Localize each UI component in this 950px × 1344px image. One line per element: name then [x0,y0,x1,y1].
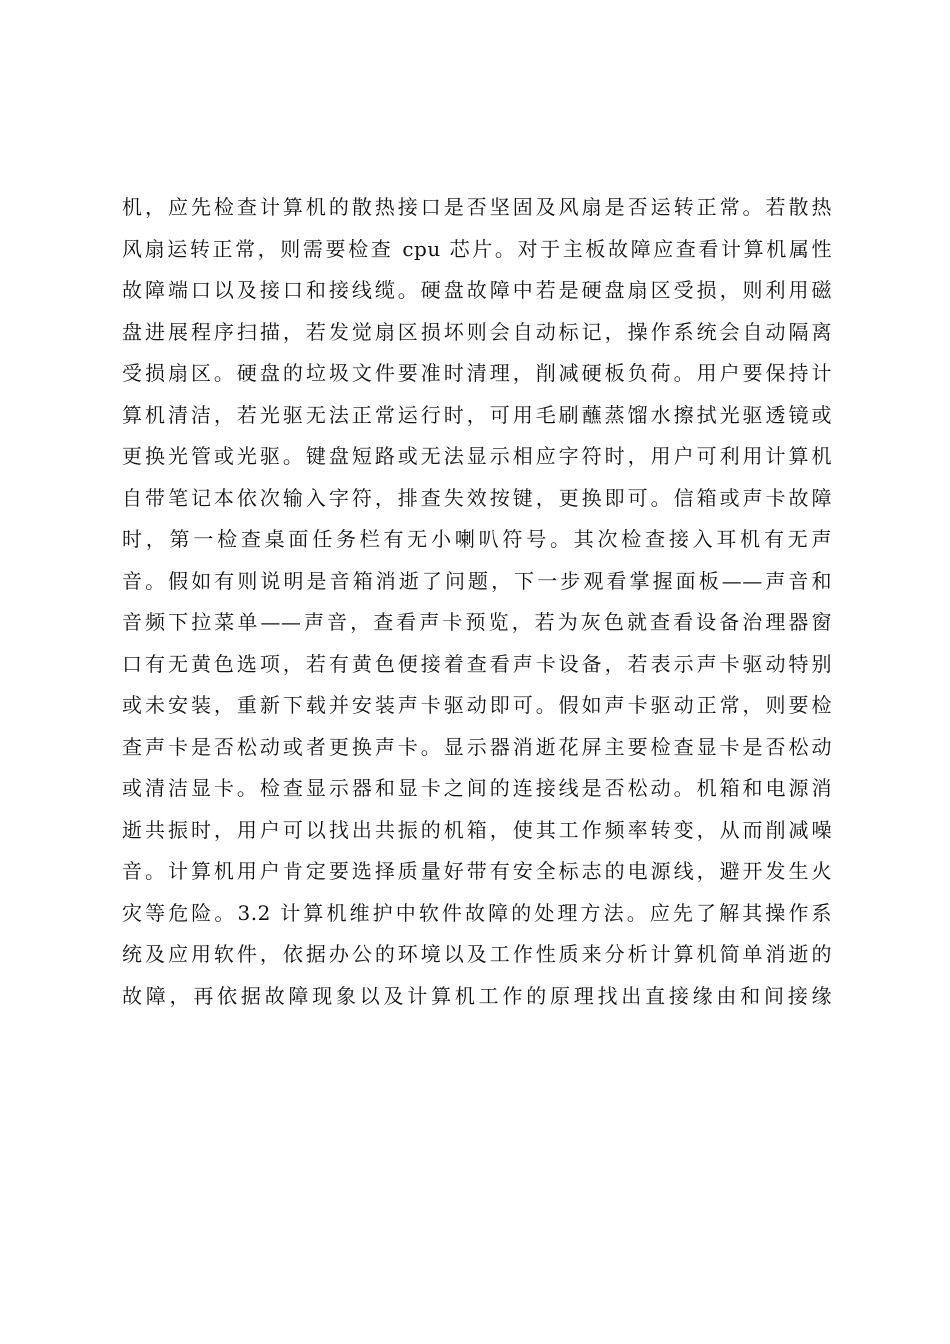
text-line: 统及应用软件，依据办公的环境以及工作性质来分析计算机简单消逝的 [122,942,832,966]
text-line: 逝共振时，用户可以找出共振的机箱，使其工作频率转变，从而削减噪 [122,817,832,842]
text-line: 或清洁显卡。检查显示器和显卡之间的连接线是否松动。机箱和电源消 [122,776,832,800]
text-line: 自带笔记本依次输入字符，排查失效按键，更换即可。信箱或声卡故障 [122,485,832,510]
text-line: 音。计算机用户肯定要选择质量好带有安全标志的电源线，避开发生火 [122,859,832,883]
text-line: 算机清洁，若光驱无法正常运行时，可用毛刷蘸蒸馏水擦拭光驱透镜或 [122,402,832,427]
text-line: 灾等危险。3.2 计算机维护中软件故障的处理方法。应先了解其操作系 [122,900,832,925]
text-line: 音频下拉菜单——声音，查看声卡预览，若为灰色就查看设备治理器窗 [122,610,832,634]
text-line: 受损扇区。硬盘的垃圾文件要准时清理，削减硬板负荷。用户要保持计 [122,361,832,385]
text-line: 时，第一检查桌面任务栏有无小喇叭符号。其次检查接入耳机有无声 [122,527,832,551]
text-line: 机，应先检查计算机的散热接口是否坚固及风扇是否运转正常。若散热 [122,195,832,219]
text-line: 或未安装，重新下载并安装声卡驱动即可。假如声卡驱动正常，则要检 [122,693,832,717]
text-line: 风扇运转正常，则需要检查 cpu 芯片。对于主板故障应查看计算机属性 [122,236,832,261]
text-line: 故障端口以及接口和接线缆。硬盘故障中若是硬盘扇区受损，则利用磁 [122,278,832,302]
text-line: 更换光管或光驱。键盘短路或无法显示相应字符时，用户可利用计算机 [122,444,832,468]
text-line: 口有无黄色选项，若有黄色便接着查看声卡设备，若表示声卡驱动特别 [122,651,832,676]
text-line: 音。假如有则说明是音箱消逝了问题，下一步观看掌握面板——声音和 [122,568,832,593]
text-line: 查声卡是否松动或者更换声卡。显示器消逝花屏主要检查显卡是否松动 [122,734,832,759]
text-line: 盘进展程序扫描，若发觉扇区损坏则会自动标记，操作系统会自动隔离 [122,319,832,344]
text-line: 故障，再依据故障现象以及计算机工作的原理找出直接缘由和间接缘 [122,983,832,1008]
body-paragraph [122,187,832,1017]
